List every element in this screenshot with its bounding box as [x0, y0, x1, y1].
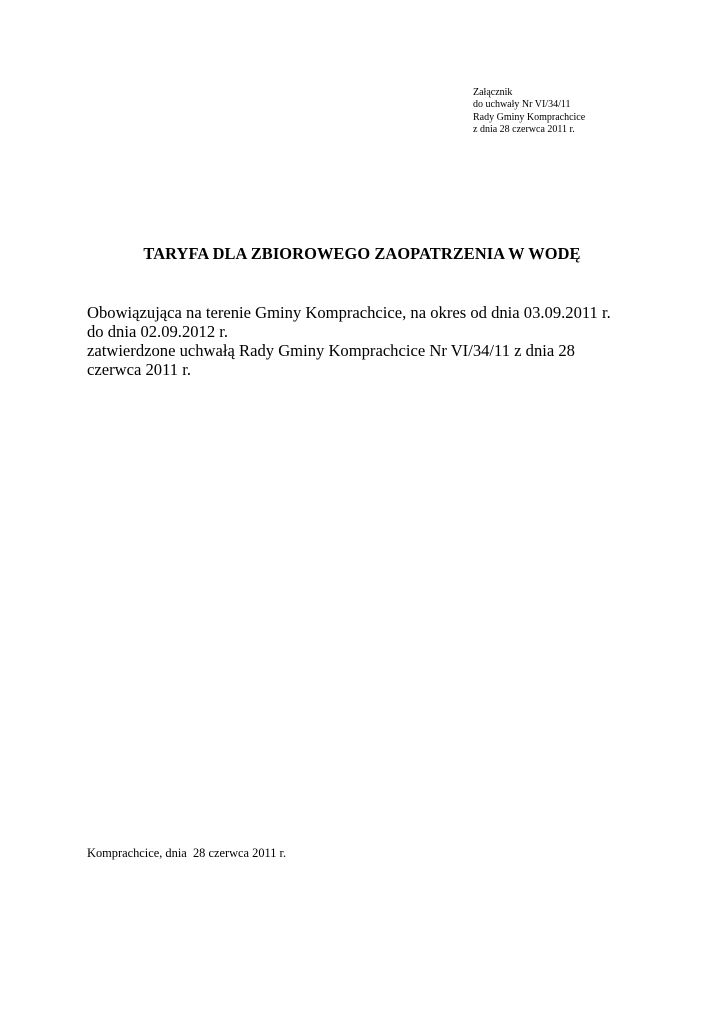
annex-line-date: z dnia 28 czerwca 2011 r. [473, 123, 575, 135]
document-title: TARYFA DLA ZBIOROWEGO ZAOPATRZENIA W WODĘ [143, 244, 581, 263]
annex-line-council: Rady Gminy Komprachcice [473, 111, 586, 123]
approval-line-2: czerwca 2011 r. [87, 360, 191, 379]
validity-statement [87, 303, 647, 379]
approval-line-1: zatwierdzone uchwałą Rady Gminy Komprachcice Nr VI/34/11 z dnia 28 [87, 341, 575, 360]
annex-line-resolution: do uchwały Nr VI/34/11 [473, 99, 571, 111]
validity-line-1: Obowiązująca na terenie Gminy Komprachcice, na okres od dnia 03.09.2011 r. [87, 303, 611, 322]
validity-line-2: do dnia 02.09.2012 r. [87, 322, 229, 341]
place-and-date: Komprachcice, dnia 28 czerwca 2011 r. [87, 846, 287, 860]
annex-line-attachment: Załącznik [473, 87, 513, 98]
annex-reference [473, 87, 585, 136]
